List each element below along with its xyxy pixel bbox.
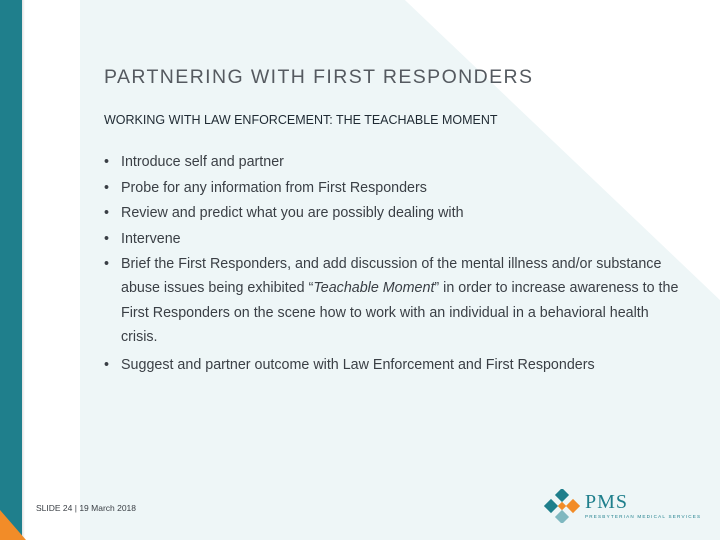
bullet-marker: • xyxy=(104,179,110,196)
pms-logo-mark-icon xyxy=(544,489,580,523)
pms-logo xyxy=(544,489,704,523)
bullet-text-before: Brief the First Responders, and add discussion of the mental illness and/or substance abuse issues being exhibited “ xyxy=(121,256,662,297)
bullet-text: Probe for any information from First Responders xyxy=(121,179,427,196)
bullet-item xyxy=(104,227,684,251)
bullet-marker: • xyxy=(104,256,110,272)
bullet-text-after: ” in order to increase awareness to the First Responders on the scene how to work with an individual in a behavioral health crisis. xyxy=(121,280,679,345)
logo-name: PMS xyxy=(585,491,629,513)
bullet-text: Introduce self and partner xyxy=(121,154,284,170)
slide-title: PARTNERING WITH FIRST RESPONDERS xyxy=(104,66,534,88)
bullet-item xyxy=(104,201,684,225)
logo-tagline: PRESBYTERIAN MEDICAL SERVICES xyxy=(585,514,702,519)
bullet-marker: • xyxy=(104,230,110,247)
bullet-item xyxy=(104,176,684,200)
bullet-emphasis: Teachable Moment xyxy=(313,280,435,297)
left-accent-shadow xyxy=(22,0,25,540)
bullet-item xyxy=(104,353,684,377)
bullet-marker: • xyxy=(104,154,110,170)
bullet-text: Suggest and partner outcome with Law Enforcement and First Responders xyxy=(121,357,595,374)
bullet-list xyxy=(104,150,684,377)
bullet-item xyxy=(104,252,684,349)
bullet-text: Review and predict what you are possibly dealing with xyxy=(121,205,464,221)
bullet-marker: • xyxy=(104,357,110,374)
bullet-marker: • xyxy=(104,205,110,221)
left-accent-bar xyxy=(0,0,22,540)
bullet-text: Intervene xyxy=(121,230,181,247)
slide-subtitle: WORKING WITH LAW ENFORCEMENT: THE TEACHABLE MOMENT xyxy=(104,113,498,127)
bullet-item xyxy=(104,150,684,174)
slide-footer: SLIDE 24 | 19 March 2018 xyxy=(36,503,137,513)
